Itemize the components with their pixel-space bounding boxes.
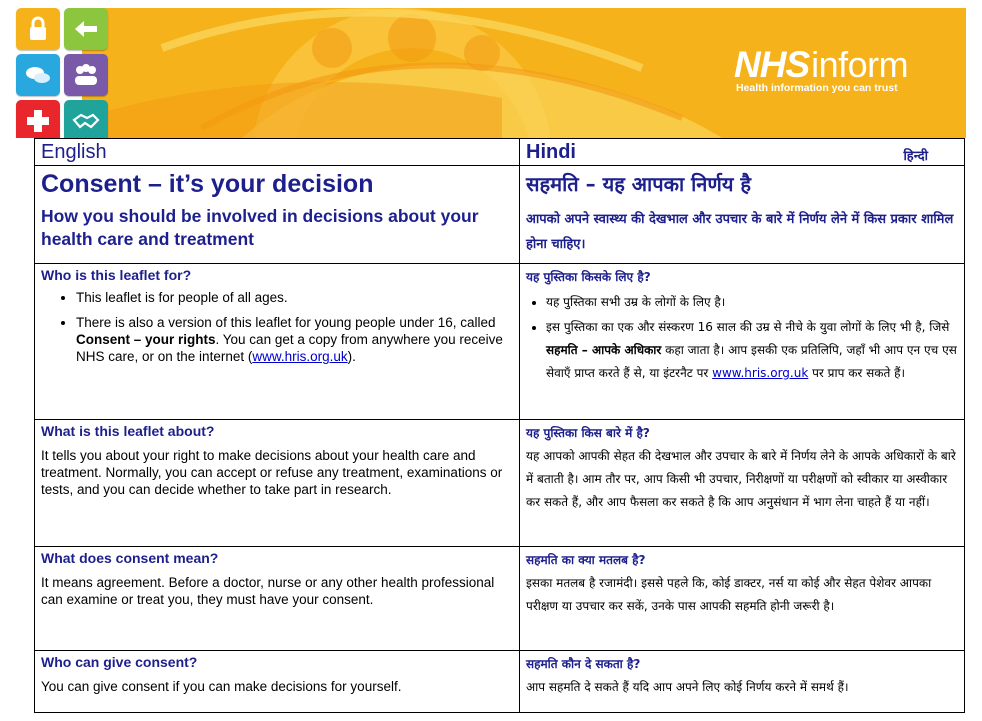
section-heading: यह पुस्तिका किस बारे में है?: [526, 426, 650, 440]
section-heading: What does consent mean?: [41, 550, 219, 566]
section-heading: What is this leaflet about?: [41, 423, 215, 439]
list-item: [546, 291, 958, 314]
hindi-subtitle: आपको अपने स्वास्थ्य की देखभाल और उपचार के बारे में निर्णय लेने में किस प्रकार शामिल होना चाहिए।: [526, 212, 954, 252]
hindi-title: सहमति – यह आपका निर्णय है: [526, 172, 752, 196]
logo-tagline: Health information you can trust: [736, 82, 898, 94]
list-item: [76, 314, 513, 365]
bilingual-table: [34, 138, 965, 713]
section-text: It means agreement. Before a doctor, nurse or any other health professional can examine or treat you, they must have your consent.: [41, 575, 495, 607]
list-item-text: यह पुस्तिका सभी उम्र के लोगों के लिए है।: [546, 295, 726, 309]
section-heading: Who is this leaflet for?: [41, 267, 192, 283]
people-icon[interactable]: [64, 54, 108, 96]
nhs-inform-logo: [734, 44, 909, 94]
website-link[interactable]: www.hris.org.uk: [712, 366, 809, 380]
list-item-text: इस पुस्तिका का एक और संस्करण 16 साल की उम्र से नीचे के युवा लोगों के लिए भी है, जिसे: [546, 320, 950, 334]
section-text: You can give consent if you can make decisions for yourself.: [41, 679, 402, 694]
section-row: [35, 264, 965, 420]
header-banner: [0, 0, 982, 138]
website-link[interactable]: www.hris.org.uk: [252, 349, 348, 364]
list-item: [76, 289, 513, 306]
section-row: [35, 420, 965, 547]
list-item-text: This leaflet is for people of all ages.: [76, 290, 288, 305]
leaflet-name: सहमति – आपके अधिकार: [546, 343, 662, 357]
section-text: यह आपको आपकी सेहत की देखभाल और उपचार के बारे में निर्णय लेने के आपके अधिकारों के बारे में बताती है। आम तौर पर, आप किसी भी उपचार, निरीक्षणों या परीक्षणों को स्वीकार या अस्वीकार कर सकते हैं, और आप फैसला कर सकते है कि आप अनुसंधान में भाग लेना चाहते हैं या नहीं।: [526, 449, 956, 509]
section-heading: यह पुस्तिका किसके लिए है?: [526, 270, 651, 284]
logo-nhs: NHS: [734, 44, 810, 85]
title-row: [35, 166, 965, 264]
section-text: आप सहमति दे सकते हैं यदि आप अपने लिए कोई निर्णय करने में समर्थ हैं।: [526, 680, 849, 694]
section-row: [35, 651, 965, 713]
list-item-text: . You can get a copy from anywhere you receive NHS care, or on the internet (: [76, 332, 503, 364]
section-text: इसका मतलब है रजामंदी। इससे पहले कि, कोई डाक्टर, नर्स या कोई और सेहत पेशेवर आपका परीक्षण या उपचार कर सकें, उनके पास आपकी सहमति होनी जरूरी है।: [526, 576, 932, 613]
language-header-row: [35, 139, 965, 166]
list-item-text: कहा जाता है। आप इसकी एक प्रतिलिपि, जहाँ भी आप एन एच एस सेवाएँ प्राप्त करते हैं से, या इंटरनैट पर: [546, 343, 957, 380]
logo-inform: inform: [811, 44, 909, 85]
leaflet-name: Consent – your rights: [76, 332, 216, 347]
english-column-label: English: [41, 141, 107, 163]
lock-icon[interactable]: [16, 8, 60, 50]
section-heading: Who can give consent?: [41, 654, 198, 670]
list-item-text: There is also a version of this leaflet for young people under 16, called: [76, 315, 496, 330]
medical-cross-icon[interactable]: [16, 100, 60, 138]
list-item-text: पर प्राप कर सकते हैं।: [808, 366, 906, 380]
hindi-column-label: Hindi: [526, 141, 576, 163]
handshake-icon[interactable]: [64, 100, 108, 138]
section-text: It tells you about your right to make decisions about your health care and treatment. Normally, you can accept or refuse any treatment, examinations or tests, and you can decide whether to take part in research.: [41, 448, 503, 497]
list-item-text: ).: [347, 349, 356, 364]
hindi-native-label: हिन्दी: [903, 148, 928, 163]
back-arrow-icon[interactable]: [64, 8, 108, 50]
section-row: [35, 547, 965, 651]
list-item: [546, 316, 958, 385]
section-heading: सहमति कौन दे सकता है?: [526, 657, 641, 671]
english-subtitle: How you should be involved in decisions about your health care and treatment: [41, 206, 479, 249]
english-title: Consent – it’s your decision: [41, 170, 374, 198]
chat-bubbles-icon[interactable]: [16, 54, 60, 96]
section-heading: सहमति का क्या मतलब है?: [526, 553, 646, 567]
